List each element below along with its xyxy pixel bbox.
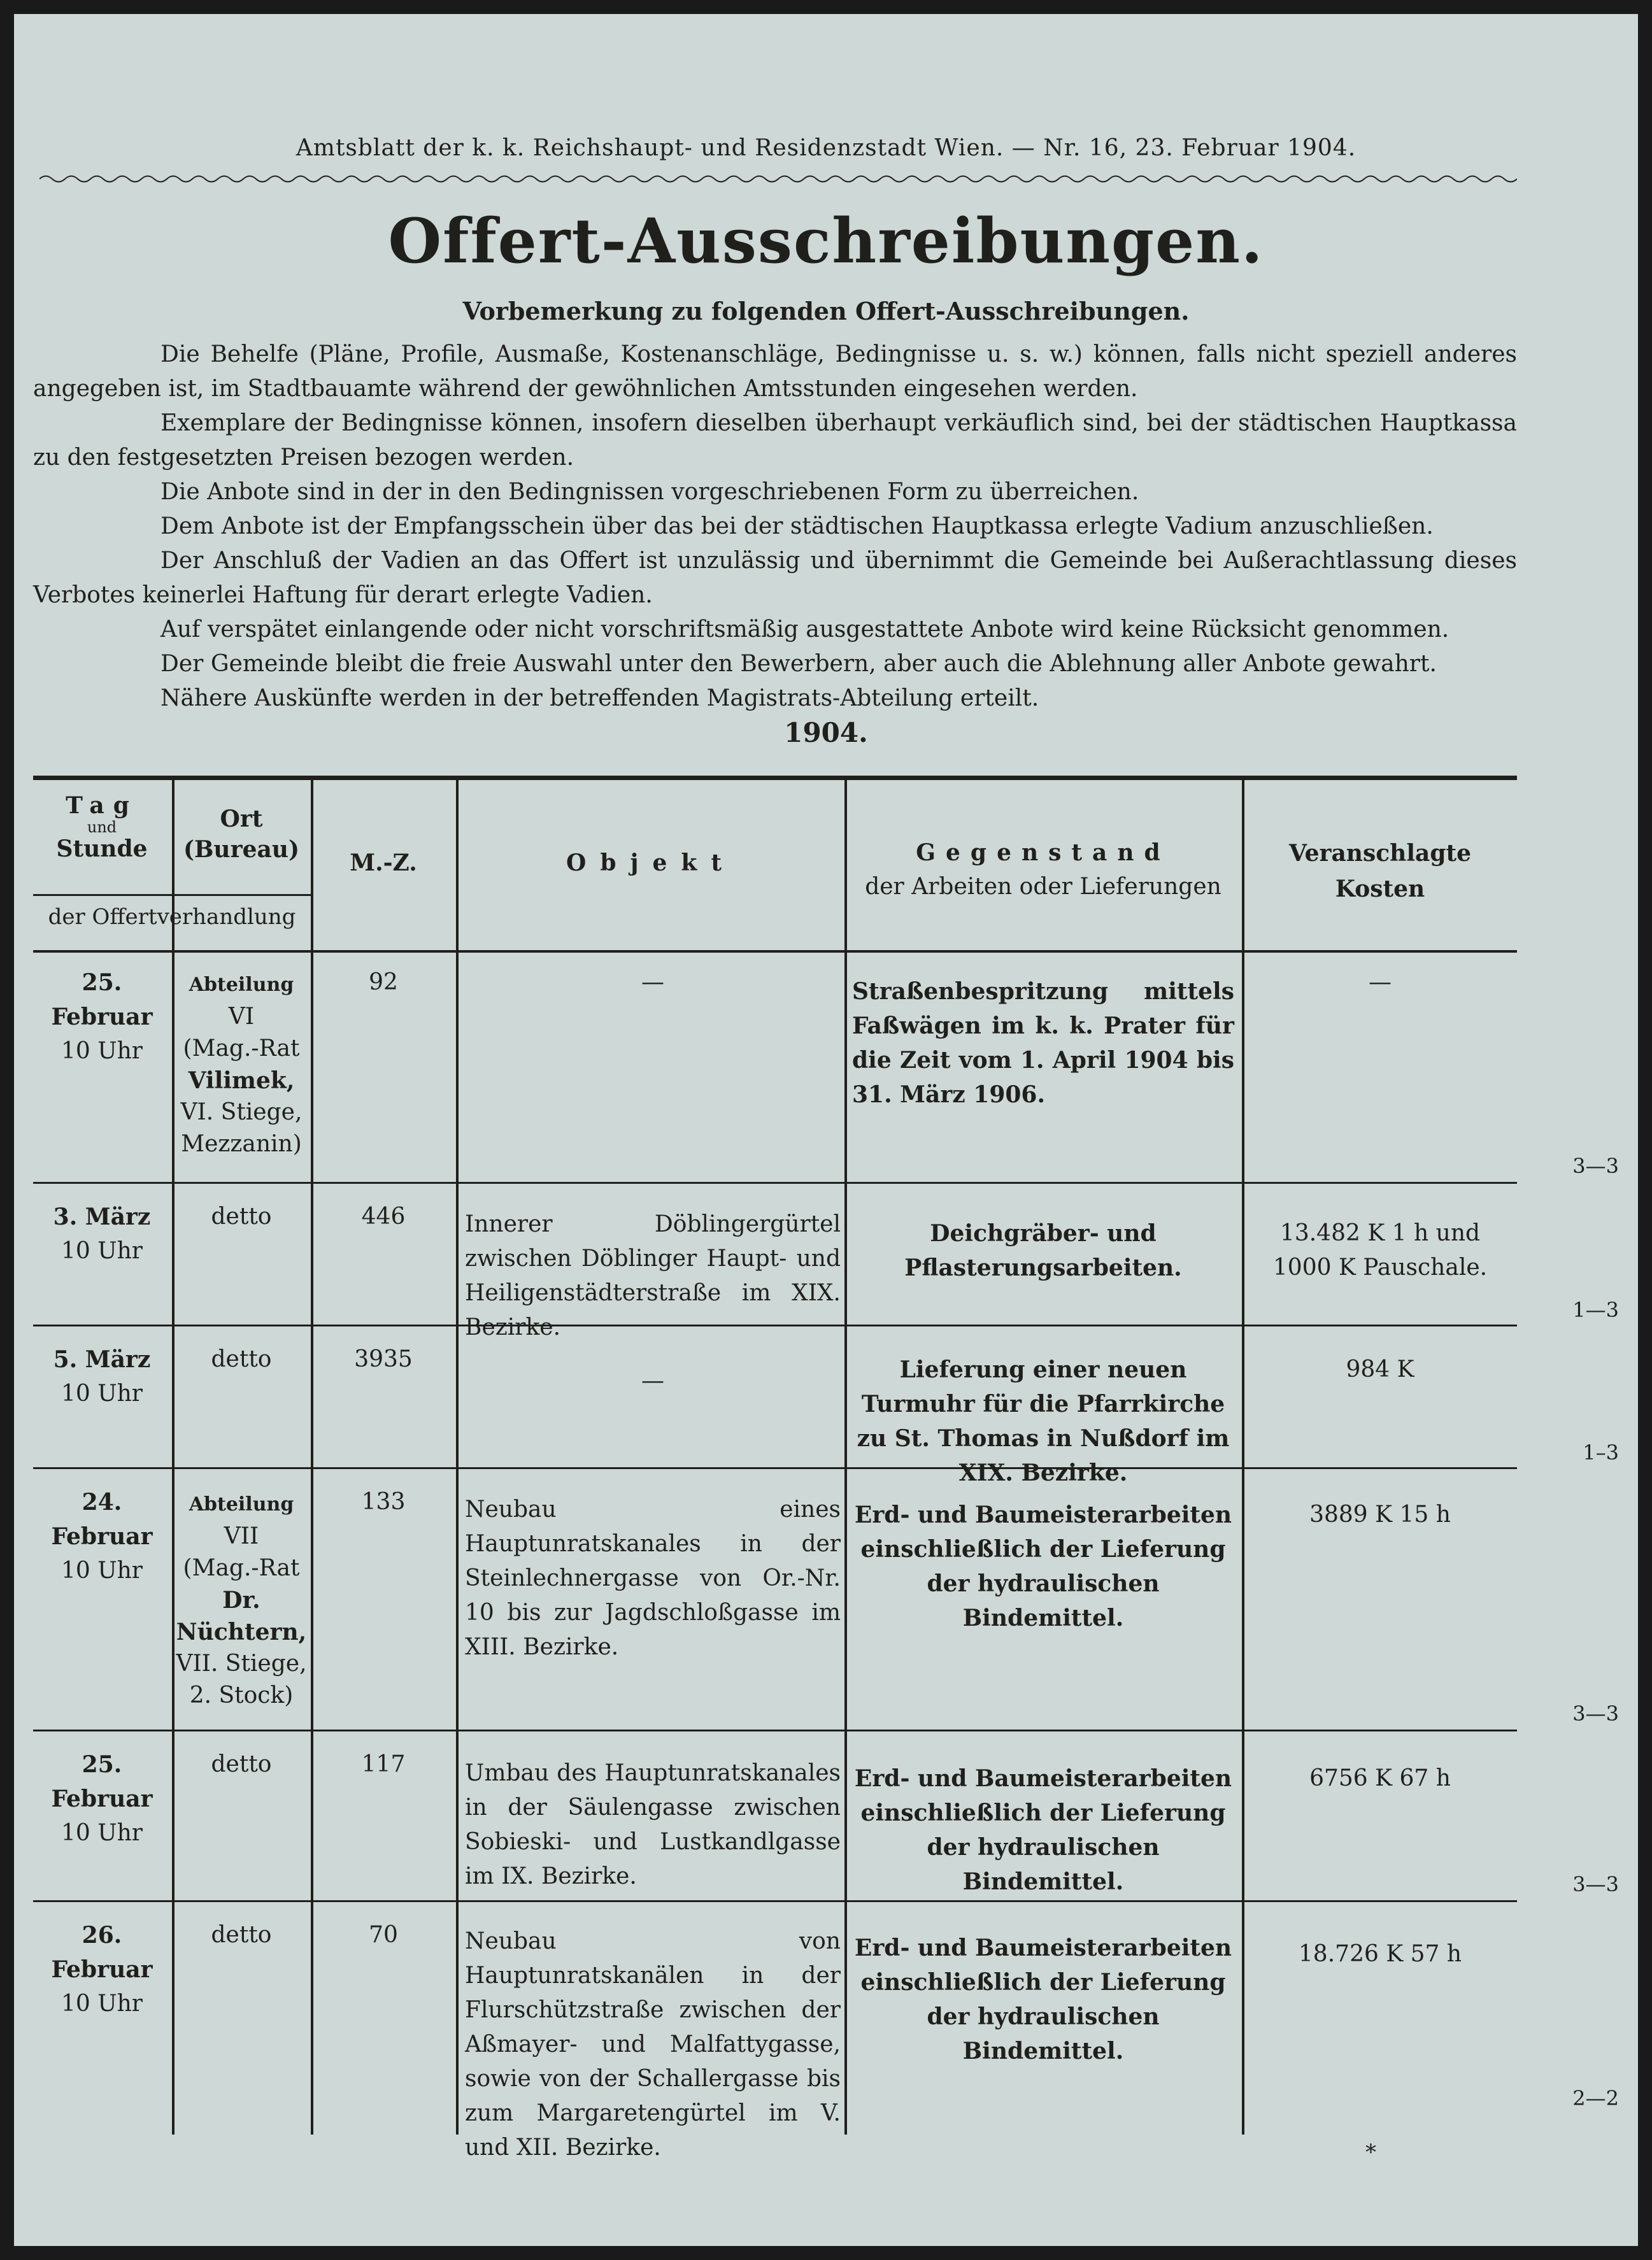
row-2-gegenstand: Deichgräber- und Pflasterungsarbeiten. bbox=[904, 1220, 1182, 1281]
header-gegenstand: Gegenstand der Arbeiten oder Lieferungen bbox=[865, 839, 1221, 900]
row-5-objekt: Umbau des Hauptunratskanales in der Säulengasse zwischen Sobieski- und Lustkandlgasse im IX. Bezirke. bbox=[465, 1760, 841, 1889]
row-5-mark: 3—3 bbox=[1572, 1872, 1619, 1896]
row-4-ort: Abteilung VII (Mag.-Rat Dr. Nüchtern, VII. Stiege, 2. Stock) bbox=[176, 1493, 307, 1709]
intro-paragraph: Die Anbote sind in der in den Bedingnissen vorgeschriebenen Form zu überreichen. bbox=[160, 479, 1139, 505]
row-1-date: 25. Februar 10 Uhr bbox=[51, 969, 153, 1064]
intro-paragraph: Die Behelfe (Pläne, Profile, Ausmaße, Kostenanschläge, Bedingnisse u. s. w.) können, falls nicht speziell anderes angegeben ist, im Stadtbauamte während der gewöhnlichen Amtsstunden eingesehen werden. bbox=[33, 341, 1517, 402]
header-date: Tag und Stunde bbox=[56, 792, 148, 862]
row-1-gegenstand: Straßenbespritzung mittels Faßwägen im k. k. Prater für die Zeit vom 1. April 1904 bis 31. März 1906. bbox=[852, 978, 1234, 1108]
intro-text bbox=[33, 338, 1517, 716]
row-2-mark: 1—3 bbox=[1572, 1298, 1619, 1322]
row-3-kosten: 984 K bbox=[1346, 1356, 1414, 1382]
row-4-nr: 133 bbox=[361, 1489, 406, 1515]
row-5-ort: detto bbox=[211, 1751, 272, 1777]
row-4-date: 24. Februar 10 Uhr bbox=[51, 1489, 153, 1584]
row-1-ort: Abteilung VI (Mag.-Rat Vilimek, VI. Stiege, Mezzanin) bbox=[180, 974, 303, 1157]
row-6-gegenstand: Erd- und Baumeisterarbeiten einschließlich der Lieferung der hydraulischen Bindemittel. bbox=[854, 1935, 1232, 2065]
row-2-objekt: Innerer Döblingergürtel zwischen Döblinger Haupt- und Heiligenstädterstraße im XIX. Bezirke. bbox=[465, 1211, 841, 1340]
intro-paragraph: Dem Anbote ist der Empfangsschein über das bei der städtischen Hauptkassa erlegte Vadium anzuschließen. bbox=[160, 513, 1434, 539]
table-top-rule bbox=[33, 776, 1517, 780]
running-head: Amtsblatt der k. k. Reichshaupt- und Residenzstadt Wien. — Nr. 16, 23. Februar 1904. bbox=[296, 135, 1356, 161]
row-divider bbox=[33, 1182, 1517, 1184]
intro-paragraph: Exemplare der Bedingnisse können, insofern dieselben überhaupt verkäuflich sind, bei der städtischen Hauptkassa zu den festgesetzten Preisen bezogen werden. bbox=[33, 410, 1517, 471]
row-3-nr: 3935 bbox=[354, 1346, 413, 1372]
row-5-kosten: 6756 K 67 h bbox=[1309, 1765, 1451, 1791]
sub-title: Vorbemerkung zu folgenden Offert-Ausschreibungen. bbox=[462, 297, 1190, 325]
intro-paragraph: Auf verspätet einlangende oder nicht vorschriftsmäßig ausgestattete Anbote wird keine Rücksicht genommen. bbox=[160, 616, 1449, 643]
row-1-nr: 92 bbox=[369, 969, 398, 995]
row-3-mark: 1–3 bbox=[1583, 1440, 1619, 1465]
row-3-date: 5. März 10 Uhr bbox=[53, 1346, 151, 1407]
column-divider bbox=[456, 778, 459, 2135]
year-heading: 1904. bbox=[784, 717, 868, 748]
row-5-gegenstand: Erd- und Baumeisterarbeiten einschließlich der Lieferung der hydraulischen Bindemittel. bbox=[854, 1765, 1232, 1895]
row-6-objekt: Neubau von Hauptunratskanälen in der Flurschützstraße zwischen der Aßmayer- und Malfattygasse, sowie von der Schallergasse bis zum Margaretengürtel im V. und XII. Bezirke. bbox=[465, 1928, 841, 2161]
row-2-nr: 446 bbox=[361, 1204, 406, 1230]
row-divider bbox=[33, 1730, 1517, 1731]
row-5-nr: 117 bbox=[361, 1751, 406, 1777]
row-6-mark: 2—2 bbox=[1572, 2086, 1619, 2110]
intro-paragraph: Nähere Auskünfte werden in der betreffenden Magistrats-Abteilung erteilt. bbox=[160, 685, 1039, 711]
document-page bbox=[14, 14, 1638, 2246]
header-verhandlung: der Offertverhandlung bbox=[48, 904, 296, 930]
intro-paragraph: Der Gemeinde bleibt die freie Auswahl unter den Bewerbern, aber auch die Ablehnung aller Anbote gewahrt. bbox=[160, 651, 1437, 677]
header-nr: M.-Z. bbox=[350, 849, 417, 876]
header-subrule bbox=[33, 894, 311, 896]
row-6-kosten: 18.726 K 57 h bbox=[1298, 1941, 1462, 1967]
column-divider bbox=[1242, 778, 1244, 2135]
row-2-ort: detto bbox=[211, 1204, 272, 1230]
row-6-nr: 70 bbox=[369, 1922, 398, 1948]
row-4-mark: 3—3 bbox=[1572, 1702, 1619, 1726]
row-4-kosten: 3889 K 15 h bbox=[1309, 1502, 1451, 1528]
header-kosten: Veranschlagte Kosten bbox=[1288, 840, 1472, 902]
row-5-date: 25. Februar 10 Uhr bbox=[51, 1751, 153, 1846]
wavy-divider bbox=[39, 173, 1517, 185]
header-bottom-rule bbox=[33, 950, 1517, 953]
column-divider bbox=[844, 778, 847, 2135]
row-6-date: 26. Februar 10 Uhr bbox=[51, 1922, 153, 2017]
row-1-mark: 3—3 bbox=[1572, 1154, 1619, 1178]
row-2-kosten: 13.482 K 1 h und 1000 K Pauschale. bbox=[1272, 1220, 1488, 1281]
row-1-objekt: — bbox=[641, 969, 664, 995]
row-4-gegenstand: Erd- und Baumeisterarbeiten einschließlich der Lieferung der hydraulischen Bindemittel. bbox=[854, 1502, 1232, 1631]
row-1-kosten: — bbox=[1369, 969, 1392, 995]
footer-mark: * bbox=[1365, 2140, 1376, 2165]
intro-paragraph: Der Anschluß der Vadien an das Offert ist unzulässig und übernimmt die Gemeinde bei Außerachtlassung dieses Verbotes keinerlei Haftung für derart erlegte Vadien. bbox=[33, 548, 1517, 608]
main-title: Offert-Ausschreibungen. bbox=[388, 205, 1264, 277]
row-3-gegenstand: Lieferung einer neuen Turmuhr für die Pfarrkirche zu St. Thomas in Nußdorf im XIX. Bezirke. bbox=[857, 1356, 1230, 1486]
row-3-objekt: — bbox=[641, 1368, 664, 1394]
row-divider bbox=[33, 1467, 1517, 1469]
row-2-date: 3. März 10 Uhr bbox=[53, 1204, 151, 1264]
row-4-objekt: Neubau eines Hauptunratskanales in der Steinlechnergasse von Or.-Nr. 10 bis zur Jagdschloßgasse im XIII. Bezirke. bbox=[465, 1496, 841, 1660]
header-ort: Ort (Bureau) bbox=[183, 806, 300, 863]
row-3-ort: detto bbox=[211, 1346, 272, 1372]
row-6-ort: detto bbox=[211, 1922, 272, 1948]
header-objekt: Objekt bbox=[566, 849, 736, 876]
row-divider bbox=[33, 1900, 1517, 1902]
